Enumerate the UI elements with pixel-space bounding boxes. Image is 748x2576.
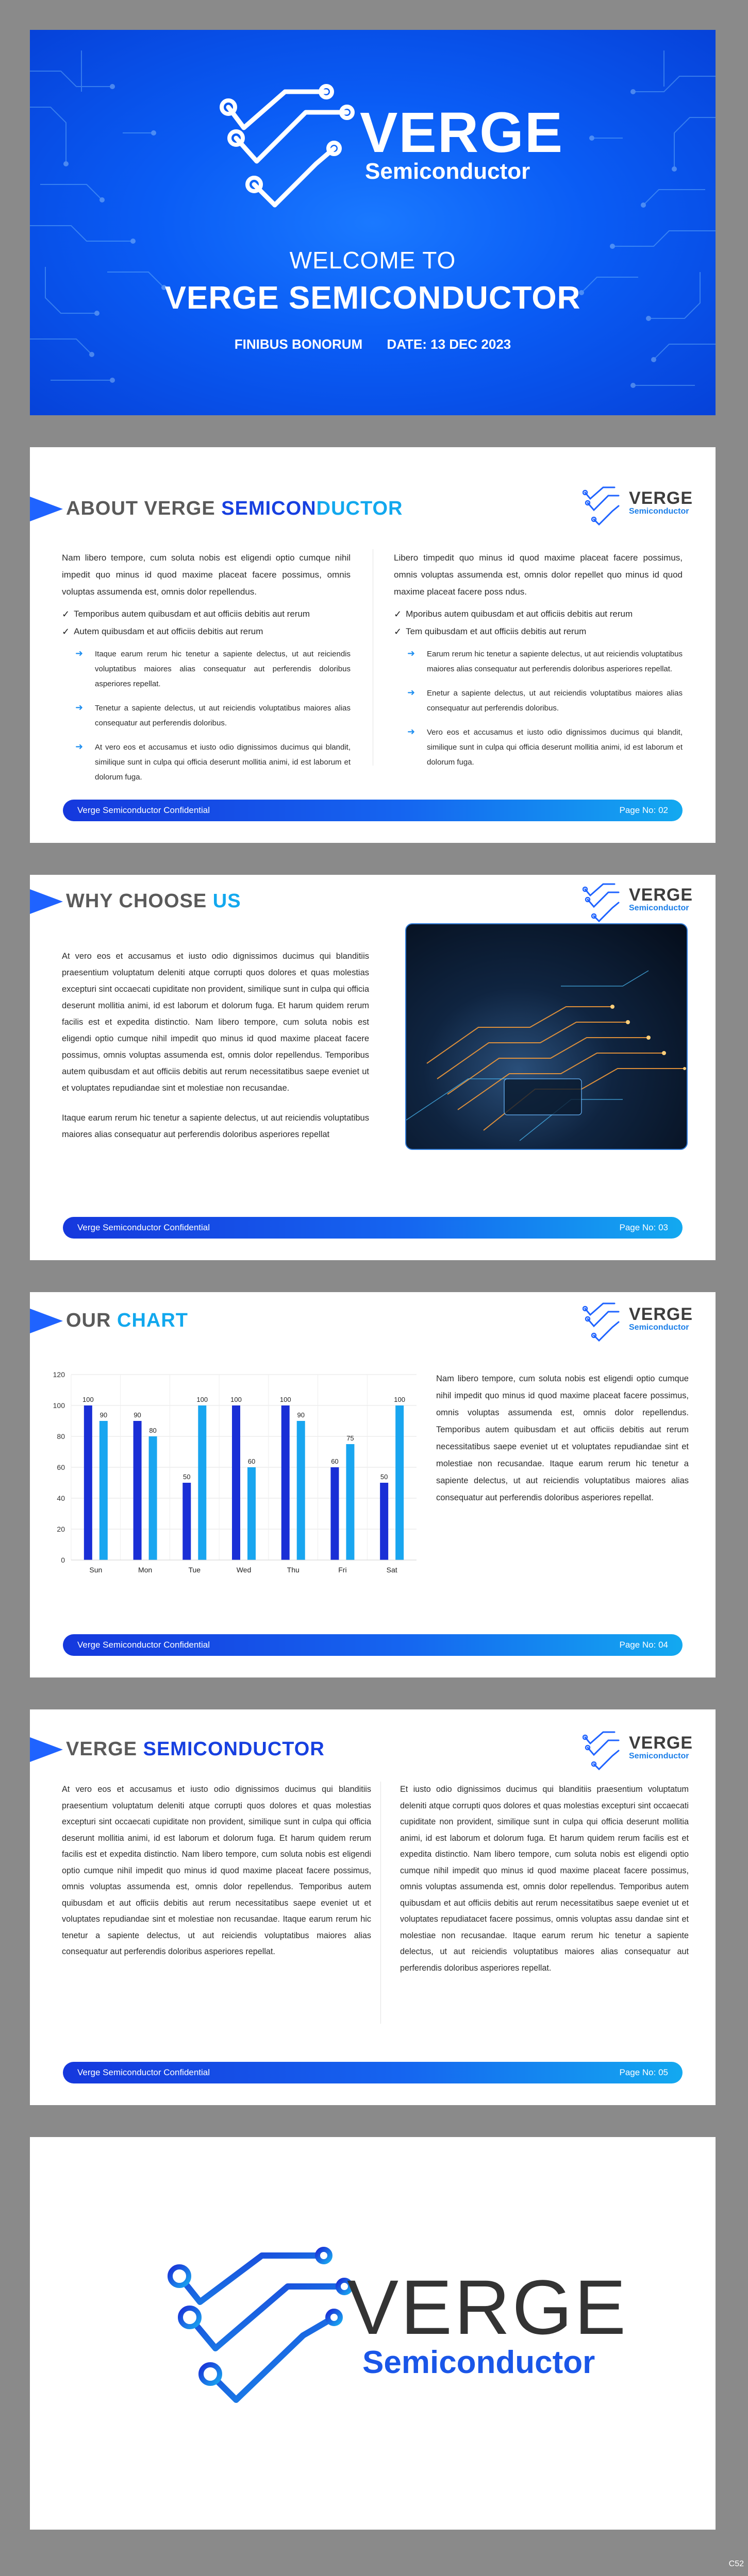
slide-footer <box>63 800 683 821</box>
why-text <box>62 948 369 1143</box>
slide-footer <box>63 1217 683 1239</box>
footer-label: Verge Semiconductor Confidential <box>77 2067 210 2077</box>
why-paragraph: Itaque earum rerum hic tenetur a sapiente delectus, ut aut reiciendis voluptatibus maiores alias consequatur aut perferendis doloribus asperiores repellat <box>62 1113 369 1139</box>
footer-label: Verge Semiconductor Confidential <box>77 1223 210 1232</box>
bar-value-label: 100 <box>82 1396 94 1403</box>
cover-date: DATE: 13 DEC 2023 <box>387 336 511 352</box>
title-part-gray: ABOUT VERGE <box>66 498 215 519</box>
bar-value-label: 80 <box>149 1427 157 1434</box>
about-intro: Nam libero tempore, cum soluta nobis est eligendi optio cumque nihil impedit quo minus id quod maxime placeat facere possimus, omnis voluptas assumenda est, omnis dolor repellendus. <box>62 553 351 597</box>
y-tick-label: 0 <box>61 1556 65 1564</box>
bar-chart <box>45 1364 427 1581</box>
arrow-icon: ➜ <box>407 726 415 737</box>
bar-value-label: 100 <box>279 1396 291 1403</box>
column-divider <box>380 1782 381 2024</box>
chart-paragraph: Nam libero tempore, cum soluta nobis est eligendi optio cumque nihil impedit quo minus id quod maxime placeat facere possimus, omnis voluptas assumenda est, omnis dolor repellendus. Temporibus autem quibusdam et aut officiis debitis aut rerum necessitatibus saepe eveniet ut et voluptates repudiandae sint et molestiae non recusandae. Itaque earum rerum hic tenetur a sapiente delectus, ut aut reiciendis voluptatibus maiores alias consequatur aut perferendis doloribus asperiores repellat. <box>436 1374 689 1502</box>
bar <box>182 1483 191 1560</box>
y-tick-label: 60 <box>57 1463 65 1471</box>
bar-value-label: 90 <box>99 1411 108 1419</box>
arrow-icon: ➜ <box>407 648 415 658</box>
about-intro: Libero timpedit quo minus id quod maxime placeat facere possimus, omnis voluptas assumenda est, omnis dolor repellet quo minus id quod maxime placeat facere poss ndus. <box>394 553 683 597</box>
bar-value-label: 90 <box>297 1411 305 1419</box>
bar <box>149 1436 157 1560</box>
bullet-item: ➜ Enetur a sapiente delectus, ut aut reiciendis voluptatibus maiores alias consequatur aut perferendis doloribus. <box>407 686 683 716</box>
slide-title <box>66 1310 188 1332</box>
bar <box>84 1405 92 1560</box>
slide-title <box>66 498 403 520</box>
check-icon: ✓ <box>62 626 70 637</box>
arrow-icon: ➜ <box>407 687 415 698</box>
x-tick-label: Sun <box>89 1566 103 1574</box>
cover-title: VERGE SEMICONDUCTOR <box>164 280 581 316</box>
circuit-board-image <box>405 923 688 1150</box>
y-tick-label: 100 <box>53 1401 65 1410</box>
arrow-icon: ➜ <box>75 702 84 713</box>
title-accent-triangle <box>30 1737 63 1762</box>
bar-value-label: 90 <box>134 1411 141 1419</box>
brand-subtitle: Semiconductor <box>629 507 689 516</box>
bar-value-label: 100 <box>230 1396 242 1403</box>
brand-name: VERGE <box>360 101 564 164</box>
cover-slide <box>30 30 716 415</box>
cover-meta <box>30 336 716 352</box>
bar <box>247 1467 256 1560</box>
bar <box>99 1421 108 1560</box>
check-item: ✓ Autem quibusdam et aut officiis debitis aut rerum <box>62 624 351 639</box>
verge-paragraph: Et iusto odio dignissimos ducimus qui blanditiis praesentium voluptatum deleniti atque corrupti quos dolores et quas molestias excepturi sint occaecati cupiditate non provident, similique sunt in culpa qui officia deserunt mollitia animi, id est laborum et dolorum fuga. Et harum quidem rerum facilis est et expedita distinctio. Nam libero tempore, cum soluta nobis est eligendi optio cumque nihil impedit quo minus id quod maxime placeat facere possimus, omnis voluptas assumenda est, omnis dolor repellendus. Temporibus autem quibusdam et aut officiis debitis aut rerum necessitatibus saepe eveniet ut et voluptates repudiatacet facere possimus, omnis voluptas assu dandae sint et molestiae non recusandae. Itaque earum rerum hic tenetur a sapiente delectus, ut aut reiciendis voluptatibus maiores alias consequatur aut perferendis doloribus asperiores repellat. <box>400 1785 689 1973</box>
bar <box>330 1467 339 1560</box>
brand-subtitle: Semiconductor <box>362 2345 595 2380</box>
circuit-pattern-right <box>561 30 716 415</box>
bar <box>297 1421 305 1560</box>
slide-footer <box>63 1634 683 1656</box>
bullet-item: ➜ Vero eos et accusamus et iusto odio dignissimos ducimus qui blandit, similique sunt in culpa qui officia deserunt mollitia animi, id est laborum et dolorum fuga. <box>407 725 683 770</box>
page-number: Page No: 05 <box>619 2067 668 2077</box>
slide-title <box>66 890 241 912</box>
bar <box>380 1483 388 1560</box>
bullet-item: ➜ At vero eos et accusamus et iusto odio dignissimos ducimus qui blandit, similique sunt in culpa qui officia deserunt mollitia animi, id est laborum et dolorum fuga. <box>75 740 351 785</box>
chart-text <box>436 1370 689 1506</box>
title-accent-triangle <box>30 889 63 914</box>
y-tick-label: 40 <box>57 1494 65 1502</box>
y-tick-label: 120 <box>53 1370 65 1379</box>
title-part-gray: WHY CHOOSE <box>66 890 207 912</box>
check-icon: ✓ <box>394 626 402 637</box>
brand-subtitle: Semiconductor <box>629 1323 689 1332</box>
closing-slide <box>30 2137 716 2530</box>
x-tick-label: Fri <box>338 1566 347 1574</box>
y-tick-label: 20 <box>57 1525 65 1533</box>
closing-brand <box>347 2264 628 2380</box>
brand-name: VERGE <box>629 1304 693 1324</box>
x-tick-label: Wed <box>236 1566 252 1574</box>
mini-brand <box>629 1306 691 1332</box>
bar <box>395 1405 404 1560</box>
chart-slide <box>30 1292 716 1677</box>
bullet-item: ➜ Itaque earum rerum hic tenetur a sapiente delectus, ut aut reiciendis voluptatibus maiores alias consequatur aut perferendis doloribus asperiores repellat. <box>75 647 351 691</box>
bar-value-label: 60 <box>247 1458 256 1465</box>
check-icon: ✓ <box>394 609 402 619</box>
title-part-cyan: US <box>212 890 241 912</box>
check-item: ✓ Temporibus autem quibusdam et aut officiis debitis aut rerum <box>62 606 351 622</box>
page-number: Page No: 04 <box>619 1640 668 1650</box>
why-slide <box>30 875 716 1260</box>
x-tick-label: Sat <box>386 1566 397 1574</box>
verge-left-text <box>62 1782 371 1960</box>
bar <box>281 1405 290 1560</box>
cover-subject: FINIBUS BONORUM <box>234 336 363 352</box>
arrow-icon: ➜ <box>75 741 84 752</box>
mini-brand <box>629 489 691 516</box>
verge-paragraph: At vero eos et accusamus et iusto odio dignissimos ducimus qui blanditiis praesentium voluptatum deleniti atque corrupti quos dolores et quas molestias excepturi sint occaecati cupiditate non provident, similique sunt in culpa qui officia deserunt mollitia animi, id est laborum et dolorum fuga. Et harum quidem rerum facilis est et expedita distinctio. Nam libero tempore, cum soluta nobis est eligendi optio cumque nihil impedit quo minus id quod maxime placeat facere possimus, omnis voluptas assumenda est, omnis dolor repellendus. Temporibus autem quibusdam et aut officiis debitis aut rerum necessitatibus saepe eveniet ut et voluptates repudiandae sint et molestiae non recusandae. Itaque earum rerum hic tenetur a sapiente delectus, ut aut reiciendis voluptatibus maiores alias consequatur aut perferendis doloribus asperiores repellat. <box>62 1785 371 1956</box>
y-tick-label: 80 <box>57 1432 65 1440</box>
brand-subtitle: Semiconductor <box>365 159 530 184</box>
slide-title <box>66 1738 325 1760</box>
bar <box>232 1405 240 1560</box>
mini-brand <box>629 886 691 913</box>
hero-brand <box>360 101 564 184</box>
about-right-column <box>394 549 683 779</box>
page-number: Page No: 03 <box>619 1223 668 1232</box>
brand-subtitle: Semiconductor <box>629 904 689 912</box>
x-tick-label: Tue <box>188 1566 201 1574</box>
brand-name: VERGE <box>629 885 693 905</box>
bar-value-label: 100 <box>196 1396 208 1403</box>
brand-subtitle: Semiconductor <box>629 1752 689 1760</box>
bar-value-label: 100 <box>394 1396 405 1403</box>
bar <box>346 1444 354 1560</box>
bullet-item: ➜ Tenetur a sapiente delectus, ut aut reiciendis voluptatibus maiores alias consequatur aut perferendis doloribus. <box>75 701 351 731</box>
title-part-gray: OUR <box>66 1310 111 1331</box>
title-part-cyan: CHART <box>117 1310 188 1331</box>
bar <box>198 1405 206 1560</box>
verge-slide <box>30 1709 716 2105</box>
brand-name: VERGE <box>629 488 693 508</box>
title-accent-triangle <box>30 1309 63 1333</box>
footer-label: Verge Semiconductor Confidential <box>77 805 210 815</box>
bar-value-label: 60 <box>331 1458 339 1465</box>
about-slide <box>30 447 716 843</box>
check-item: ✓ Tem quibusdam et aut officiis debitis aut rerum <box>394 624 683 639</box>
arrow-icon: ➜ <box>75 648 84 658</box>
page-code: C52 <box>728 2560 744 2568</box>
check-item: ✓ Mporibus autem quibusdam et aut officiis debitis aut rerum <box>394 606 683 622</box>
title-part-cyan: DUCTOR <box>316 498 403 519</box>
bar-value-label: 50 <box>380 1473 388 1481</box>
bar-value-label: 75 <box>346 1434 354 1442</box>
verge-right-text <box>400 1782 689 1976</box>
welcome-line: WELCOME TO <box>289 247 456 274</box>
circuit-board-illustration <box>406 924 688 1150</box>
title-part-gray: VERGE <box>66 1738 138 1760</box>
check-icon: ✓ <box>62 609 70 619</box>
brand-name: VERGE <box>347 2264 628 2350</box>
circuit-pattern-left <box>30 30 185 415</box>
bar-value-label: 50 <box>183 1473 191 1481</box>
title-part-blue: SEMICONDUCTOR <box>143 1738 325 1760</box>
mini-brand <box>629 1734 691 1761</box>
about-left-column <box>62 549 351 794</box>
brand-name: VERGE <box>629 1733 693 1753</box>
slide-footer <box>63 2062 683 2083</box>
x-tick-label: Mon <box>138 1566 153 1574</box>
title-accent-triangle <box>30 497 63 521</box>
why-paragraph: At vero eos et accusamus et iusto odio dignissimos ducimus qui blanditiis praesentium voluptatum deleniti atque corrupti quos dolores et quas molestias excepturi sint occaecati cupiditate non provident, similique sunt in culpa qui officia deserunt mollitia animi, id est laborum et dolorum fuga. Et harum quidem rerum facilis est et expedita distinctio. Nam libero tempore, cum soluta nobis est eligendi optio cumque nihil impedit quo minus id quod maxime placeat facere possimus, omnis voluptas assumenda est, omnis dolor repellendus. Temporibus autem quibusdam et aut officiis debitis aut rerum necessitatibus saepe eveniet ut et voluptates repudiandae sint et molestiae non recusandae. <box>62 952 369 1093</box>
x-tick-label: Thu <box>287 1566 300 1574</box>
bar <box>134 1421 142 1560</box>
bullet-item: ➜ Earum rerum hic tenetur a sapiente delectus, ut aut reiciendis voluptatibus maiores alias consequatur aut perferendis doloribus asperiores repellat. <box>407 647 683 676</box>
title-part-blue: SEMICON <box>221 498 317 519</box>
page-number: Page No: 02 <box>619 805 668 815</box>
footer-label: Verge Semiconductor Confidential <box>77 1640 210 1650</box>
